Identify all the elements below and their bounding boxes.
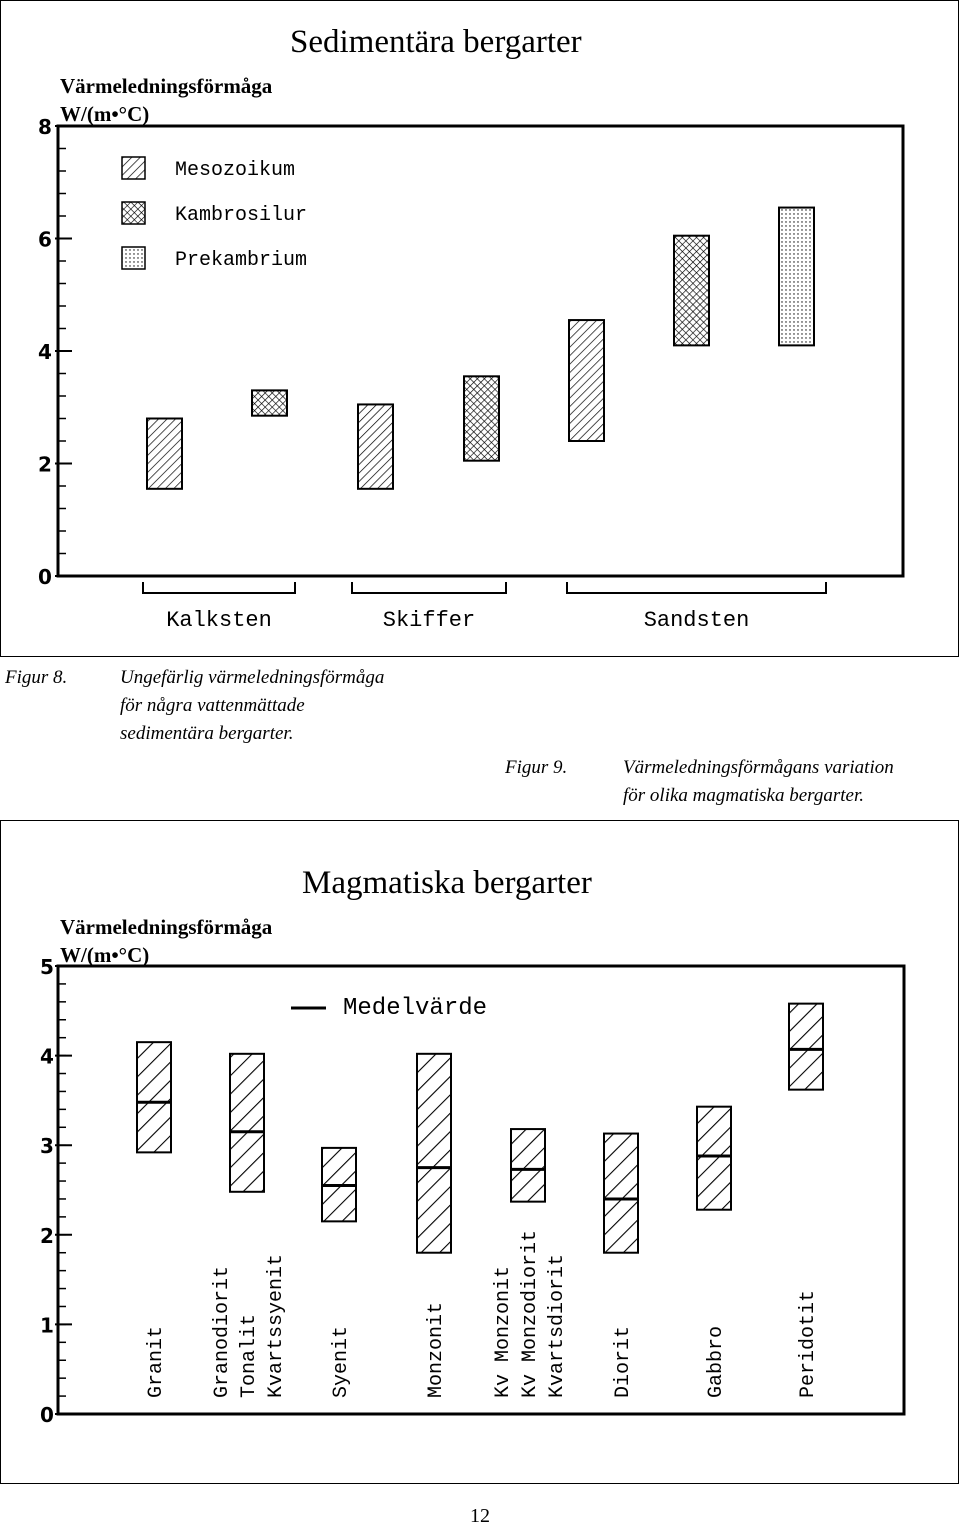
chart2-bar bbox=[230, 1054, 264, 1192]
chart2-y-tick-label: 5 bbox=[40, 955, 54, 979]
chart2-category-label: Kvartsdiorit bbox=[546, 1253, 569, 1398]
figure9-caption-label: Figur 9. bbox=[505, 757, 568, 778]
chart2-bars bbox=[136, 1004, 824, 1253]
chart1-group-bracket bbox=[143, 582, 295, 593]
chart2-bar bbox=[789, 1004, 823, 1090]
chart2-category-label: Kv Monzonit bbox=[492, 1265, 515, 1398]
chart1-ylabel-line2: W/(m•°C) bbox=[60, 102, 150, 126]
chart1-group-labels bbox=[143, 582, 826, 633]
figure8-caption-label: Figur 8. bbox=[5, 667, 68, 688]
chart2-legend bbox=[291, 995, 487, 1022]
chart1-y-tick-label: 4 bbox=[38, 340, 52, 364]
chart1-group-bracket bbox=[352, 582, 506, 593]
legend-swatch-hatch bbox=[122, 157, 145, 179]
chart2-bar bbox=[137, 1042, 171, 1152]
chart2-y-tick-label: 2 bbox=[40, 1223, 54, 1248]
chart1-title: Sedimentära bergarter bbox=[290, 24, 582, 60]
chart2-y-tick-label: 4 bbox=[40, 1044, 54, 1069]
chart1-group-label: Skiffer bbox=[382, 608, 476, 633]
chart2-category-label: Syenit bbox=[330, 1325, 353, 1398]
chart2-ylabel-line1: Värmeledningsförmåga bbox=[60, 915, 273, 939]
chart1-bar bbox=[358, 404, 393, 488]
chart1-ylabel-line1: Värmeledningsförmåga bbox=[60, 74, 273, 98]
figure9-caption-line: Värmeledningsförmågans variation bbox=[623, 757, 894, 778]
chart1-y-tick-label: 8 bbox=[38, 115, 52, 139]
chart2-axes bbox=[40, 955, 904, 1427]
chart2-category-label: Kvartssyenit bbox=[265, 1253, 288, 1398]
chart1-legend-label: Kambrosilur bbox=[175, 204, 308, 227]
chart1-bar bbox=[252, 390, 287, 415]
chart2-category-label: Granit bbox=[145, 1325, 168, 1398]
chart2-bar bbox=[417, 1054, 451, 1253]
chart1-plot-border bbox=[58, 126, 903, 576]
page-number: 12 bbox=[470, 1505, 490, 1527]
chart1-axes bbox=[38, 115, 903, 589]
chart1-y-tick-label: 6 bbox=[38, 227, 52, 252]
chart1-bar bbox=[464, 376, 499, 460]
chart2-category-label: Peridotit bbox=[797, 1289, 820, 1398]
chart2-category-label: Diorit bbox=[612, 1325, 635, 1398]
chart2-category-label: Monzonit bbox=[425, 1301, 448, 1398]
chart2-plot-border bbox=[58, 966, 904, 1414]
chart2-bar bbox=[697, 1107, 731, 1210]
chart1-y-tick-label: 0 bbox=[38, 565, 52, 589]
chart2-category-label: Kv Monzodiorit bbox=[519, 1229, 542, 1398]
legend-swatch-dots bbox=[122, 247, 145, 269]
chart2-category-label: Gabbro bbox=[705, 1325, 728, 1398]
chart1-legend-label: Prekambrium bbox=[175, 249, 308, 272]
chart1-y-tick-label: 2 bbox=[38, 452, 52, 477]
chart2-y-tick-label: 3 bbox=[40, 1134, 54, 1159]
figure8-caption-line: för några vattenmättade bbox=[120, 695, 305, 716]
chart2-category-labels bbox=[145, 1230, 820, 1398]
figure9-caption-line: för olika magmatiska bergarter. bbox=[623, 785, 865, 806]
chart2-y-tick-label: 0 bbox=[40, 1403, 54, 1427]
chart1-legend bbox=[122, 157, 307, 272]
chart1-bar bbox=[674, 236, 709, 346]
chart1-bar bbox=[779, 208, 814, 346]
figure8-caption-line: sedimentära bergarter. bbox=[120, 723, 294, 744]
chart2-y-tick-label: 1 bbox=[40, 1313, 54, 1338]
chart1-group-bracket bbox=[567, 582, 826, 593]
chart2-bar bbox=[511, 1129, 545, 1202]
chart1-legend-label: Mesozoikum bbox=[175, 159, 296, 182]
chart2-legend-label: Medelvärde bbox=[343, 995, 488, 1022]
chart1-group-label: Sandsten bbox=[643, 608, 750, 633]
chart1-bar bbox=[569, 320, 604, 441]
chart1-bar bbox=[147, 419, 182, 489]
chart2-ylabel-line2: W/(m•°C) bbox=[60, 943, 150, 967]
chart2-title: Magmatiska bergarter bbox=[302, 865, 592, 901]
chart2-category-label: Tonalit bbox=[238, 1313, 261, 1398]
legend-swatch-crosshatch bbox=[122, 202, 145, 224]
chart2-category-label: Granodiorit bbox=[211, 1265, 234, 1398]
chart2-bar bbox=[604, 1134, 638, 1253]
figure8-caption-line: Ungefärlig värmeledningsförmåga bbox=[120, 667, 385, 688]
chart1-group-label: Kalksten bbox=[166, 608, 272, 633]
